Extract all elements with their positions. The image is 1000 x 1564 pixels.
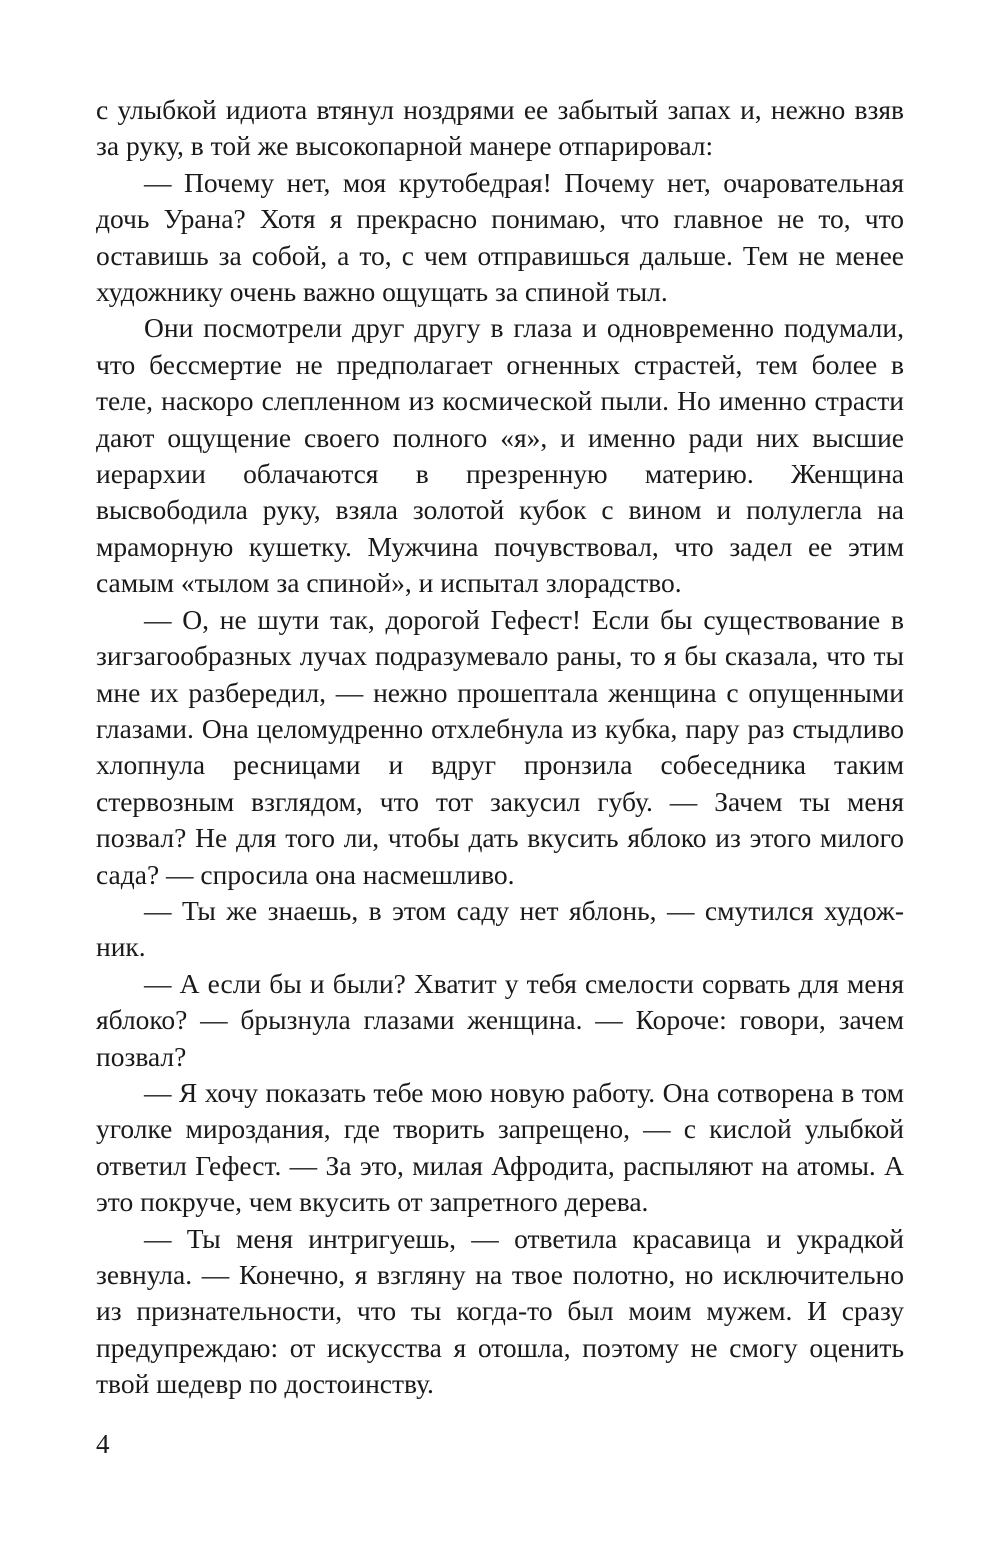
paragraph: с улыбкой идиота втянул ноздрями ее забытый запах и, нежно взяв за руку, в той же высокопарной манере отпарировал:: [96, 94, 904, 162]
page-body: [96, 92, 904, 1403]
paragraph: Они посмотрели друг другу в глаза и одновременно подумали, что бессмертие не предполагает огненных страстей, тем более в теле, наскоро слепленном из космической пыли. Но именно страсти дают ощущение своего полного «я», и именно ради них высшие иерархии облачаются в презренную материю. Женщина высвободила руку, взяла золотой кубок с вином и полулегла на мраморную кушетку. Мужчина почувствовал, что задел ее этим самым «тылом за спиной», и испытал злорадство.: [96, 312, 904, 599]
paragraph: — Почему нет, моя крутобедрая! Почему нет, очаровательная дочь Урана? Хотя я прекрасно понимаю, что главное не то, что оставишь за собой, а то, с чем отправишься дальше. Тем не менее художнику очень важно ощущать за спиной тыл.: [96, 166, 904, 308]
paragraph: — О, не шути так, дорогой Гефест! Если бы существование в зигзагообразных лучах подразумевало раны, то я бы сказала, что ты мне их разбередил, — нежно прошептала женщина с опущенными глазами. Она целомудренно отхлебнула из кубка, пару раз стыдливо хлопнула ресницами и вдруг пронзила собеседника таким стервозным взглядом, что тот закусил губу. — Зачем ты меня позвал? Не для того ли, чтобы дать вкусить яблоко из этого милого сада? — спросила она насмешливо.: [96, 603, 904, 890]
paragraph: — Ты же знаешь, в этом саду нет яблонь, — смутился художник.: [96, 894, 904, 963]
page-number: 4: [96, 1429, 110, 1459]
paragraph: — Я хочу показать тебе мою новую работу. Она сотворена в том уголке мироздания, где творить запрещено, — с кислой улыбкой ответил Гефест. — За это, милая Афродита, распыляют на атомы. А это покруче, чем вкусить от запретного дерева.: [96, 1076, 904, 1218]
paragraph: — Ты меня интригуешь, — ответила красавица и украдкой зевнула. — Конечно, я взгляну на твое полотно, но исключительно из признательности, что ты когда-то был моим мужем. И сразу предупреждаю: от искусства я отошла, поэтому не смогу оценить твой шедевр по достоинству.: [96, 1222, 904, 1400]
paragraph: — А если бы и были? Хватит у тебя смелости сорвать для меня яблоко? — брызнула глазами женщина. — Короче: говори, зачем позвал?: [96, 967, 904, 1072]
